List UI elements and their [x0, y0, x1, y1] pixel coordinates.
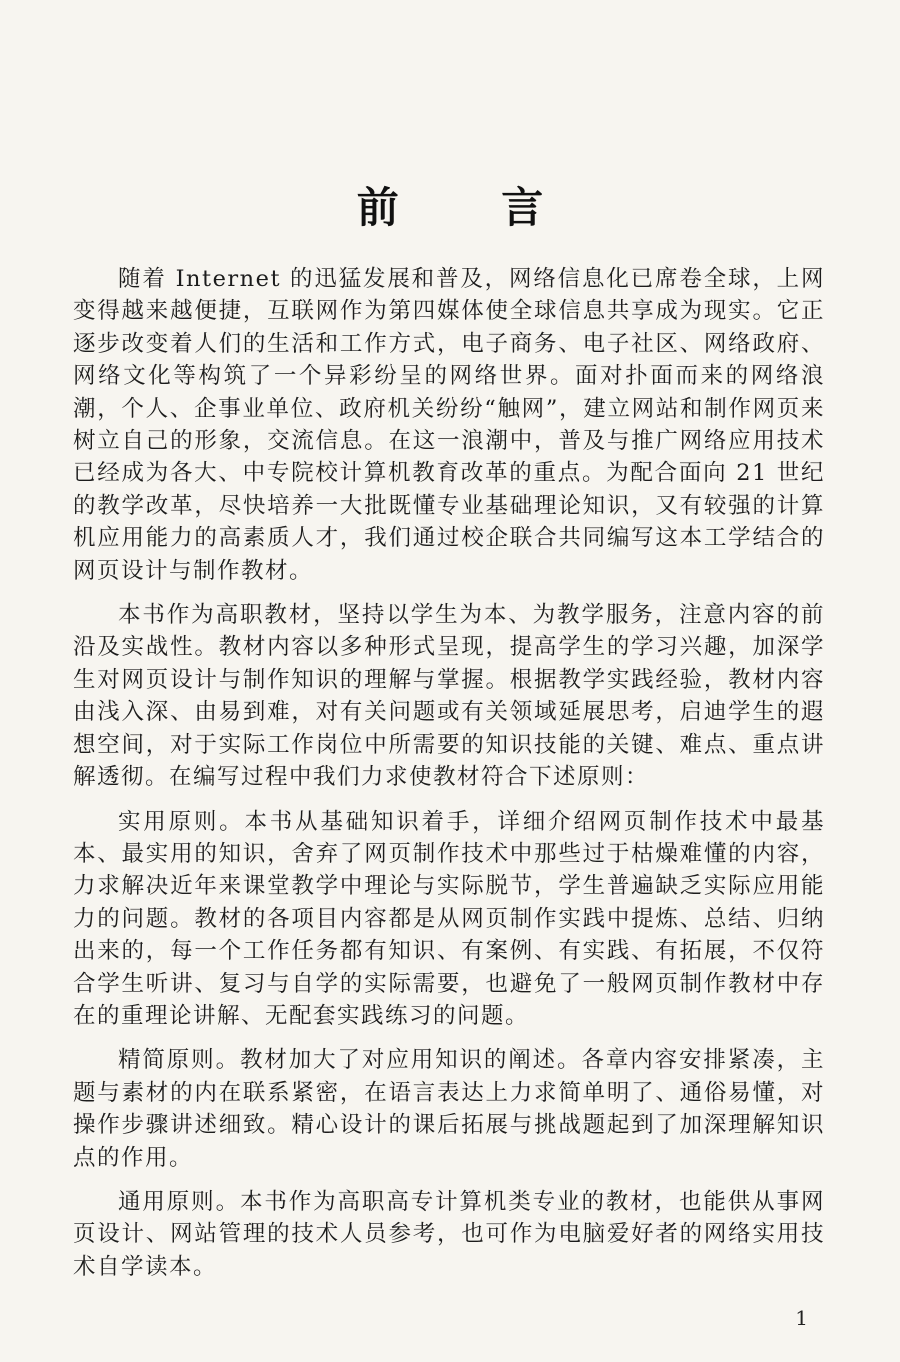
preface-body: [73, 263, 825, 1295]
page-number: 1: [795, 1306, 808, 1330]
paragraph-general-principle: 通用原则。本书作为高职高专计算机类专业的教材，也能供从事网页设计、网站管理的技术人员参考，也可作为电脑爱好者的网络实用技术自学读本。: [73, 1188, 825, 1280]
paragraph-intro: 随着 Internet 的迅猛发展和普及，网络信息化已席卷全球，上网变得越来越便捷，互联网作为第四媒体使全球信息共享成为现实。它正逐步改变着人们的生活和工作方式，电子商务、电子社区、网络政府、网络文化等构筑了一个异彩纷呈的网络世界。面对扑面而来的网络浪潮，个人、企事业单位、政府机关纷纷“触网”，建立网站和制作网页来树立自己的形象，交流信息。在这一浪潮中，普及与推广网络应用技术已经成为各大、中专院校计算机教育改革的重点。为配合面向 21 世纪的教学改革，尽快培养一大批既懂专业基础理论知识，又有较强的计算机应用能力的高素质人才，我们通过校企联合共同编写这本工学结合的网页设计与制作教材。: [73, 266, 825, 584]
paragraph-concise-principle: 精简原则。教材加大了对应用知识的阐述。各章内容安排紧凑，主题与素材的内在联系紧密，在语言表达上力求简单明了、通俗易懂，对操作步骤讲述细致。精心设计的课后拓展与挑战题起到了加深理解知识点的作用。: [73, 1047, 825, 1171]
page-title: 前 言: [356, 183, 588, 232]
paragraph-book-overview: 本书作为高职教材，坚持以学生为本、为教学服务，注意内容的前沿及实战性。教材内容以多种形式呈现，提高学生的学习兴趣，加深学生对网页设计与制作知识的理解与掌握。根据教学实践经验，教材内容由浅入深、由易到难，对有关问题或有关领域延展思考，启迪学生的遐想空间，对于实际工作岗位中所需要的知识技能的关键、难点、重点讲解透彻。在编写过程中我们力求使教材符合下述原则：: [73, 602, 825, 791]
paragraph-practical-principle: 实用原则。本书从基础知识着手，详细介绍网页制作技术中最基本、最实用的知识，舍弃了网页制作技术中那些过于枯燥难懂的内容，力求解决近年来课堂教学中理论与实际脱节，学生普遍缺乏实际应用能力的问题。教材的各项目内容都是从网页制作实践中提炼、总结、归纳出来的，每一个工作任务都有知识、有案例、有实践、有拓展，不仅符合学生听讲、复习与自学的实际需要，也避免了一般网页制作教材中存在的重理论讲解、无配套实践练习的问题。: [73, 808, 825, 1029]
